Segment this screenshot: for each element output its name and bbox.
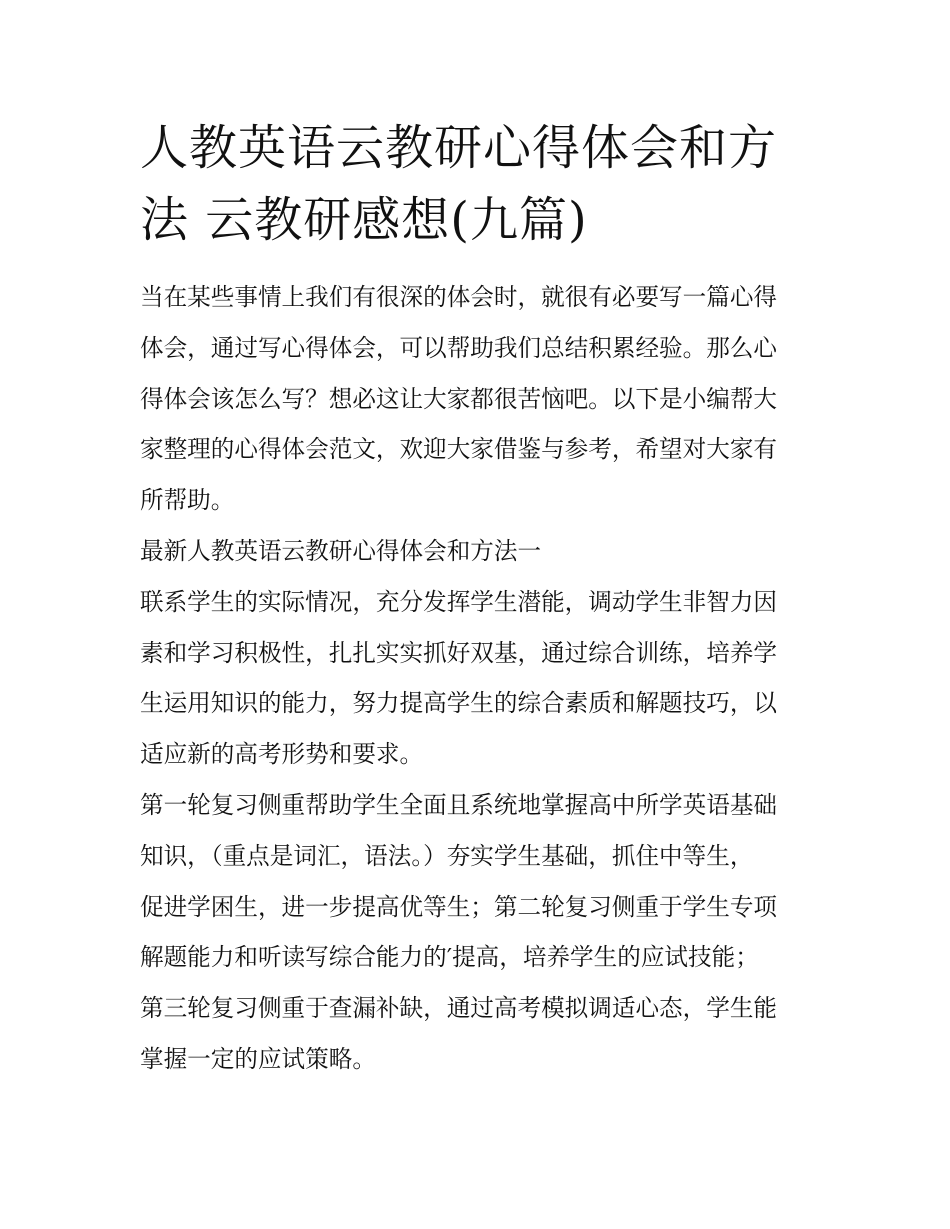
body-line: 得体会该怎么写？想必这让大家都很苦恼吧。以下是小编帮大 <box>140 384 778 413</box>
body-line: 掌握一定的应试策略。 <box>140 1044 376 1073</box>
body-line: 生运用知识的能力，努力提高学生的综合素质和解题技巧，以 <box>140 689 778 718</box>
document-body <box>140 272 816 1085</box>
document-title <box>140 112 816 256</box>
body-line: 素和学习积极性，扎扎实实抓好双基，通过综合训练，培养学 <box>140 638 778 667</box>
document-content <box>140 112 816 1085</box>
body-line: 促进学困生，进一步提高优等生；第二轮复习侧重于学生专项 <box>140 892 778 921</box>
body-line: 知识，（重点是词汇，语法。）夯实学生基础，抓住中等生， <box>140 841 754 870</box>
body-line: 家整理的心得体会范文，欢迎大家借鉴与参考，希望对大家有 <box>140 435 778 464</box>
body-line: 解题能力和听读写综合能力的′提高，培养学生的应试技能； <box>140 943 759 972</box>
body-line: 联系学生的实际情况，充分发挥学生潜能，调动学生非智力因 <box>140 587 778 616</box>
body-line: 第一轮复习侧重帮助学生全面且系统地掌握高中所学英语基础 <box>140 790 778 819</box>
body-line: 适应新的高考形势和要求。 <box>140 740 424 769</box>
body-line: 所帮助。 <box>140 486 235 515</box>
body-line: 当在某些事情上我们有很深的体会时，就很有必要写一篇心得 <box>140 283 778 311</box>
body-line: 体会，通过写心得体会，可以帮助我们总结积累经验。那么心 <box>140 333 778 362</box>
title-line-1: 人教英语云教研心得体会和方 <box>140 120 778 176</box>
section-heading: 最新人教英语云教研心得体会和方法一 <box>140 536 542 565</box>
body-line: 第三轮复习侧重于查漏补缺，通过高考模拟调适心态，学生能 <box>140 994 778 1023</box>
title-line-2: 法 云教研感想(九篇) <box>140 192 588 248</box>
